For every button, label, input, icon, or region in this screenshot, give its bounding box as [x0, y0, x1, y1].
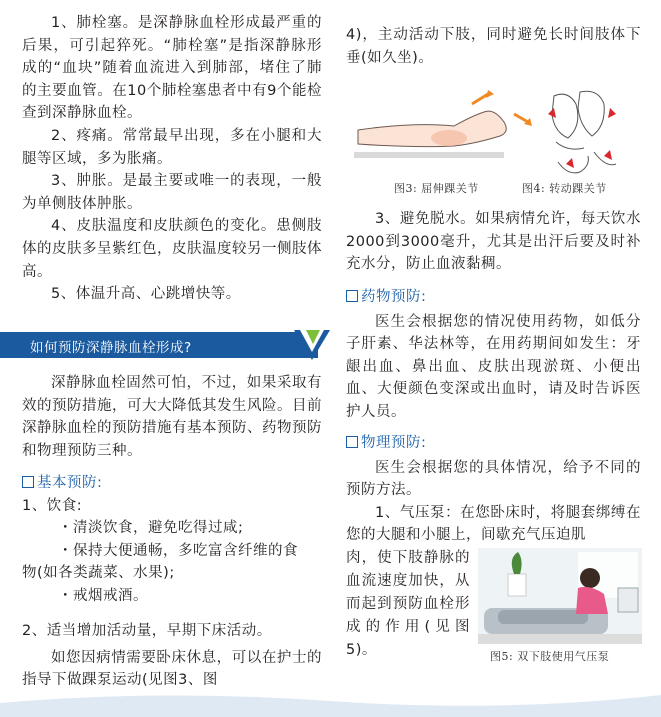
- banner-chevron-icon: [292, 326, 332, 362]
- ankle-pump-continuation: 4)，主动活动下肢，同时避免长时间肢体下垂(如久坐)。: [346, 27, 641, 66]
- ankle-figures: [354, 86, 644, 194]
- basic-prevention-heading: 基本预防:: [22, 472, 322, 495]
- activity-text: 如您因病情需要卧床休息，可以在护士的指导下做踝泵运动(见图3、图: [22, 649, 322, 689]
- symptom-4: 4、皮肤温度和皮肤颜色的变化。患侧肢体的皮肤多呈紫红色，皮肤温度较另一侧肢体高。: [22, 218, 322, 280]
- pump-text-1: 1、气压泵：在您卧床时，将腿套绑缚在您的大腿和小腿上，间歇充气压迫肌: [346, 504, 641, 544]
- checkbox-icon: [22, 476, 34, 488]
- section-banner: [0, 332, 318, 358]
- symptom-1: 1、肺栓塞。是深静脉血栓形成最严重的后果，可引起猝死。“肺栓塞”是指深静脉形成的“血块”随着血流进入到肺部，堵住了肺的主要血管。在10个肺栓塞患者中有9个能检查到深静脉血栓。: [22, 15, 322, 122]
- diet-bullet-3: ・戒烟戒酒。: [58, 587, 148, 604]
- fig4-caption: 图4: 转动踝关节: [522, 182, 607, 195]
- physical-prevention-heading: 物理预防:: [346, 432, 641, 455]
- diet-bullet-1: ・清淡饮食，避免吃得过咸;: [58, 520, 244, 537]
- symptom-3: 3、肿胀。是最主要或唯一的表现，一般为单侧肢体肿胀。: [22, 173, 322, 212]
- dehydration-text: 3、避免脱水。如果病情允许，每天饮水2000到3000毫升，尤其是出汗后要及时补充水分，防止血液黏稠。: [346, 211, 641, 273]
- diet-bullet-2b: 物(如各类蔬菜、水果);: [22, 565, 175, 582]
- ankle-illustration: [354, 86, 644, 178]
- bottom-wave-decoration: [0, 681, 661, 717]
- diet-heading: 1、饮食:: [22, 497, 83, 514]
- drug-prevention-heading: 药物预防:: [346, 286, 641, 309]
- diet-bullet-2a: ・保持大便通畅，多吃富含纤维的食: [58, 542, 298, 559]
- physical-text: 医生会根据您的具体情况，给予不同的预防方法。: [346, 459, 641, 499]
- fig5-caption: 图5: 双下肢使用气压泵: [490, 650, 610, 663]
- symptom-2: 2、疼痛。常常最早出现，多在小腿和大腿等区域，多为胀痛。: [22, 127, 322, 167]
- prevention-intro: 深静脉血栓固然可怕，不过，如果采取有效的预防措施，可大大降低其发生风险。目前深静脉血栓的预防措施有基本预防、药物预防和物理预防三种。: [22, 375, 322, 459]
- fig3-caption: 图3: 屈伸踝关节: [394, 182, 479, 195]
- pump-text-2: 肉，使下肢静脉的血流速度加快，从而起到预防血栓形成的作用(见图5)。: [346, 549, 470, 658]
- pump-photo: [478, 548, 642, 644]
- drug-text: 医生会根据您的情况使用药物，如低分子肝素、华法林等，在用药期间如发生：牙龈出血、鼻出血、皮肤出现淤斑、小便出血、大便颜色变深或出血时，请及时告诉医护人员。: [346, 313, 641, 420]
- checkbox-icon: [346, 290, 358, 302]
- banner-title: 如何预防深静脉血栓形成?: [30, 340, 192, 356]
- activity-heading: 2、适当增加活动量，早期下床活动。: [22, 623, 272, 639]
- symptom-5: 5、体温升高、心跳增快等。: [51, 286, 241, 303]
- checkbox-icon: [346, 436, 358, 448]
